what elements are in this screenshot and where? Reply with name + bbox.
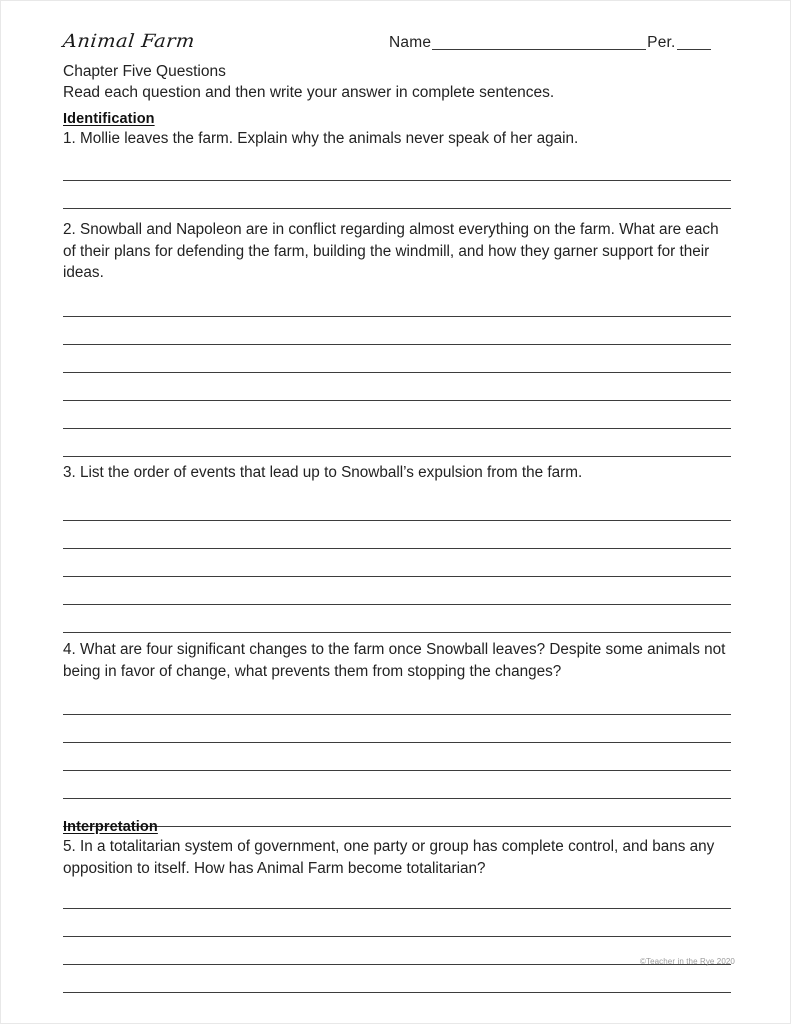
answer-line[interactable] xyxy=(63,605,731,633)
name-fill-in-blank[interactable] xyxy=(432,49,646,50)
worksheet-header xyxy=(63,29,731,61)
answer-line[interactable] xyxy=(63,521,731,549)
page-title: Animal Farm xyxy=(61,30,197,52)
answer-line[interactable] xyxy=(63,493,731,521)
answer-line[interactable] xyxy=(63,153,731,181)
answer-line[interactable] xyxy=(63,373,731,401)
question-5-answer-lines[interactable] xyxy=(63,881,731,993)
question-5-text: 5. In a totalitarian system of government, one party or group has complete control, and bans any opposition to itself. How has Animal Farm become totalitarian? xyxy=(63,838,715,877)
section-heading-identification: Identification xyxy=(63,111,155,127)
answer-line[interactable] xyxy=(63,909,731,937)
period-fill-in-blank[interactable] xyxy=(677,49,711,50)
name-label: Name xyxy=(389,34,432,51)
question-3-text: 3. List the order of events that lead up to Snowball’s expulsion from the farm. xyxy=(63,464,583,481)
answer-line[interactable] xyxy=(63,577,731,605)
question-4-text: 4. What are four significant changes to the farm once Snowball leaves? Despite some animals not being in favor of change, what prevents them from stopping the changes? xyxy=(63,641,726,680)
answer-line[interactable] xyxy=(63,965,731,993)
answer-line[interactable] xyxy=(63,549,731,577)
answer-line[interactable] xyxy=(63,799,731,827)
question-4-answer-lines[interactable] xyxy=(63,687,731,827)
section-heading-interpretation: Interpretation xyxy=(63,819,158,835)
answer-line[interactable] xyxy=(63,715,731,743)
question-3-answer-lines[interactable] xyxy=(63,493,731,633)
answer-line[interactable] xyxy=(63,429,731,457)
answer-line[interactable] xyxy=(63,881,731,909)
instructions-block xyxy=(63,61,735,103)
question-1-text: 1. Mollie leaves the farm. Explain why the animals never speak of her again. xyxy=(63,130,579,147)
student-info-block xyxy=(389,33,712,53)
worksheet-sheet xyxy=(1,1,791,1024)
answer-line[interactable] xyxy=(63,181,731,209)
answer-line[interactable] xyxy=(63,687,731,715)
answer-line[interactable] xyxy=(63,317,731,345)
answer-line[interactable] xyxy=(63,743,731,771)
copyright-credit: ©Teacher in the Rye 2020 xyxy=(639,957,735,966)
answer-line[interactable] xyxy=(63,401,731,429)
question-2-text: 2. Snowball and Napoleon are in conflict regarding almost everything on the farm. What are each of their plans for defending the farm, building the windmill, and how they garner support for their ideas. xyxy=(63,221,719,281)
answer-line[interactable] xyxy=(63,289,731,317)
question-2-answer-lines[interactable] xyxy=(63,289,731,457)
question-1-answer-lines[interactable] xyxy=(63,153,731,209)
assignment-directions: Read each question and then write your answer in complete sentences. xyxy=(63,84,555,101)
answer-line[interactable] xyxy=(63,771,731,799)
answer-line[interactable] xyxy=(63,345,731,373)
assignment-subtitle: Chapter Five Questions xyxy=(63,63,226,80)
period-label: Per. xyxy=(647,34,676,51)
